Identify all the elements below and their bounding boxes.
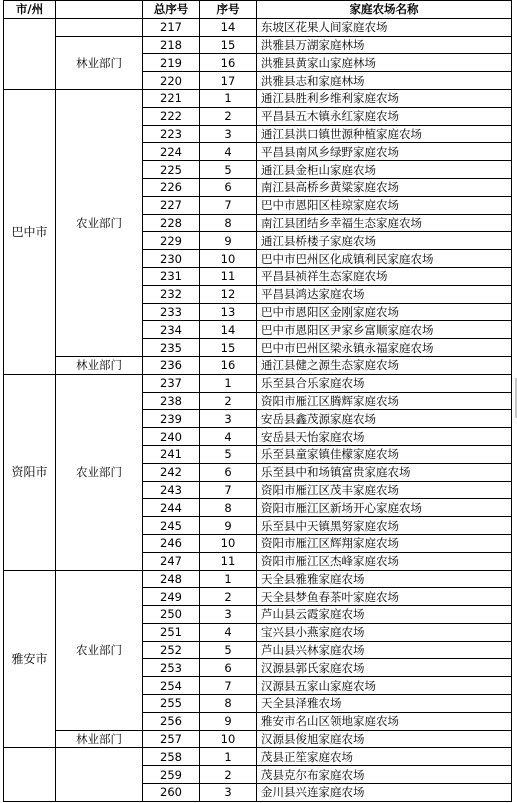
total-seq-cell: 218 — [143, 36, 200, 54]
seq-cell: 16 — [200, 54, 257, 72]
farm-name-cell: 洪雅县志和家庭林场 — [257, 72, 512, 90]
total-seq-cell: 227 — [143, 196, 200, 214]
dept-cell — [56, 18, 143, 36]
farm-name-cell: 平昌县南风乡绿野家庭农场 — [257, 143, 512, 161]
seq-cell: 8 — [200, 214, 257, 232]
farm-name-cell: 汉源县五家山家庭农场 — [257, 677, 512, 695]
farm-name-cell: 巴中市巴州区梁永镇永福家庭农场 — [257, 339, 512, 357]
total-seq-cell: 228 — [143, 214, 200, 232]
farm-name-cell: 通江县桥楼子家庭农场 — [257, 232, 512, 250]
seq-cell: 8 — [200, 499, 257, 517]
table-row — [4, 18, 512, 36]
total-seq-cell: 245 — [143, 517, 200, 535]
total-seq-cell: 257 — [143, 730, 200, 748]
city-cell: 雅安市 — [4, 570, 56, 748]
seq-cell: 16 — [200, 356, 257, 374]
farm-name-cell: 雅安市名山区领地家庭农场 — [257, 712, 512, 730]
total-seq-cell: 238 — [143, 392, 200, 410]
farm-name-cell: 安岳县鑫茂源家庭农场 — [257, 410, 512, 428]
total-seq-cell: 247 — [143, 552, 200, 570]
seq-cell: 2 — [200, 766, 257, 784]
header-total-seq: 总序号 — [143, 1, 200, 19]
seq-cell: 8 — [200, 695, 257, 713]
total-seq-cell: 246 — [143, 534, 200, 552]
farm-name-cell: 资阳市雁江区腾辉家庭农场 — [257, 392, 512, 410]
seq-cell: 17 — [200, 72, 257, 90]
total-seq-cell: 234 — [143, 321, 200, 339]
total-seq-cell: 222 — [143, 107, 200, 125]
seq-cell: 9 — [200, 712, 257, 730]
city-cell: 巴中市 — [4, 89, 56, 374]
total-seq-cell: 235 — [143, 339, 200, 357]
seq-cell: 4 — [200, 143, 257, 161]
farm-name-cell: 洪雅县万湖家庭林场 — [257, 36, 512, 54]
farm-table — [3, 0, 512, 802]
header-seq: 序号 — [200, 1, 257, 19]
seq-cell: 4 — [200, 428, 257, 446]
total-seq-cell: 229 — [143, 232, 200, 250]
seq-cell: 1 — [200, 374, 257, 392]
total-seq-cell: 233 — [143, 303, 200, 321]
seq-cell: 14 — [200, 18, 257, 36]
dept-cell — [56, 748, 143, 801]
farm-name-cell: 通江县金柜山家庭农场 — [257, 161, 512, 179]
seq-cell: 4 — [200, 623, 257, 641]
farm-name-cell: 茂县克尔布家庭农场 — [257, 766, 512, 784]
total-seq-cell: 255 — [143, 695, 200, 713]
seq-cell: 9 — [200, 232, 257, 250]
seq-cell: 3 — [200, 784, 257, 802]
table-row — [4, 36, 512, 54]
total-seq-cell: 244 — [143, 499, 200, 517]
dept-cell: 农业部门 — [56, 374, 143, 570]
farm-name-cell: 金川县兴连家庭农场 — [257, 784, 512, 802]
seq-cell: 3 — [200, 410, 257, 428]
total-seq-cell: 252 — [143, 641, 200, 659]
seq-cell: 6 — [200, 463, 257, 481]
total-seq-cell: 253 — [143, 659, 200, 677]
seq-cell: 1 — [200, 748, 257, 766]
farm-name-cell: 芦山县云霞家庭农场 — [257, 606, 512, 624]
farm-name-cell: 平昌县五木镇永红家庭农场 — [257, 107, 512, 125]
seq-cell: 11 — [200, 552, 257, 570]
total-seq-cell: 217 — [143, 18, 200, 36]
farm-name-cell: 汉源县俊旭家庭农场 — [257, 730, 512, 748]
total-seq-cell: 232 — [143, 285, 200, 303]
farm-name-cell: 资阳市雁江区新场开心家庭农场 — [257, 499, 512, 517]
farm-name-cell: 天全县梦鱼春茶叶家庭农场 — [257, 588, 512, 606]
total-seq-cell: 223 — [143, 125, 200, 143]
farm-name-cell: 洪雅县黄家山家庭林场 — [257, 54, 512, 72]
seq-cell: 13 — [200, 303, 257, 321]
total-seq-cell: 225 — [143, 161, 200, 179]
farm-name-cell: 安岳县天怡家庭农场 — [257, 428, 512, 446]
total-seq-cell: 260 — [143, 784, 200, 802]
farm-name-cell: 南江县高桥乡黄粱家庭农场 — [257, 178, 512, 196]
seq-cell: 5 — [200, 641, 257, 659]
header-farm-name: 家庭农场名称 — [257, 1, 512, 19]
farm-name-cell: 巴中市恩阳区桂琼家庭农场 — [257, 196, 512, 214]
seq-cell: 3 — [200, 606, 257, 624]
farm-name-cell: 天全县泽雅农场 — [257, 695, 512, 713]
table-header — [4, 1, 512, 19]
seq-cell: 14 — [200, 321, 257, 339]
city-cell — [4, 748, 56, 801]
total-seq-cell: 221 — [143, 89, 200, 107]
total-seq-cell: 259 — [143, 766, 200, 784]
farm-name-cell: 平昌县鸿达家庭农场 — [257, 285, 512, 303]
seq-cell: 3 — [200, 125, 257, 143]
total-seq-cell: 231 — [143, 267, 200, 285]
farm-name-cell: 资阳市雁江区辉翔家庭农场 — [257, 534, 512, 552]
header-row — [4, 1, 512, 19]
total-seq-cell: 248 — [143, 570, 200, 588]
seq-cell: 9 — [200, 517, 257, 535]
header-city: 市/州 — [4, 1, 56, 19]
total-seq-cell: 226 — [143, 178, 200, 196]
total-seq-cell: 220 — [143, 72, 200, 90]
total-seq-cell: 236 — [143, 356, 200, 374]
dept-cell: 林业部门 — [56, 36, 143, 89]
seq-cell: 10 — [200, 250, 257, 268]
city-cell — [4, 18, 56, 89]
farm-name-cell: 巴中市巴州区化成镇利民家庭农场 — [257, 250, 512, 268]
total-seq-cell: 251 — [143, 623, 200, 641]
farm-name-cell: 通江县健之源生态家庭农场 — [257, 356, 512, 374]
farm-name-cell: 东坡区花果人间家庭农场 — [257, 18, 512, 36]
seq-cell: 11 — [200, 267, 257, 285]
farm-name-cell: 巴中市恩阳区尹家乡富顺家庭农场 — [257, 321, 512, 339]
seq-cell: 7 — [200, 196, 257, 214]
farm-name-cell: 通江县胜利乡维利家庭农场 — [257, 89, 512, 107]
seq-cell: 12 — [200, 285, 257, 303]
seq-cell: 1 — [200, 570, 257, 588]
farm-name-cell: 资阳市雁江区茂丰家庭农场 — [257, 481, 512, 499]
table-row — [4, 374, 512, 392]
table-row — [4, 89, 512, 107]
farm-name-cell: 南江县团结乡幸福生态家庭农场 — [257, 214, 512, 232]
seq-cell: 2 — [200, 392, 257, 410]
table-row — [4, 748, 512, 766]
total-seq-cell: 239 — [143, 410, 200, 428]
total-seq-cell: 240 — [143, 428, 200, 446]
seq-cell: 7 — [200, 481, 257, 499]
total-seq-cell: 254 — [143, 677, 200, 695]
total-seq-cell: 243 — [143, 481, 200, 499]
dept-cell: 林业部门 — [56, 730, 143, 748]
seq-cell: 10 — [200, 534, 257, 552]
table-body — [4, 18, 512, 801]
total-seq-cell: 241 — [143, 445, 200, 463]
farm-name-cell: 通江县洪口镇世源种植家庭农场 — [257, 125, 512, 143]
total-seq-cell: 219 — [143, 54, 200, 72]
farm-name-cell: 资阳市雁江区杰峰家庭农场 — [257, 552, 512, 570]
seq-cell: 5 — [200, 161, 257, 179]
total-seq-cell: 256 — [143, 712, 200, 730]
dept-cell: 农业部门 — [56, 89, 143, 356]
seq-cell: 6 — [200, 659, 257, 677]
farm-name-cell: 茂县正笙家庭农场 — [257, 748, 512, 766]
farm-name-cell: 乐至县童家镇佳檬家庭农场 — [257, 445, 512, 463]
total-seq-cell: 230 — [143, 250, 200, 268]
seq-cell: 1 — [200, 89, 257, 107]
seq-cell: 2 — [200, 107, 257, 125]
city-cell: 资阳市 — [4, 374, 56, 570]
dept-cell: 农业部门 — [56, 570, 143, 730]
seq-cell: 6 — [200, 178, 257, 196]
farm-name-cell: 巴中市恩阳区金刚家庭农场 — [257, 303, 512, 321]
total-seq-cell: 242 — [143, 463, 200, 481]
total-seq-cell: 250 — [143, 606, 200, 624]
farm-name-cell: 天全县雅雅家庭农场 — [257, 570, 512, 588]
total-seq-cell: 224 — [143, 143, 200, 161]
total-seq-cell: 237 — [143, 374, 200, 392]
farm-name-cell: 乐至县中和场镇富贵家庭农场 — [257, 463, 512, 481]
seq-cell: 7 — [200, 677, 257, 695]
total-seq-cell: 258 — [143, 748, 200, 766]
seq-cell: 15 — [200, 36, 257, 54]
farm-name-cell: 平昌县祯祥生态家庭农场 — [257, 267, 512, 285]
header-dept — [56, 1, 143, 19]
table-row — [4, 356, 512, 374]
farm-name-cell: 汉源县郭氏家庭农场 — [257, 659, 512, 677]
farm-name-cell: 乐至县合乐家庭农场 — [257, 374, 512, 392]
seq-cell: 2 — [200, 588, 257, 606]
dept-cell: 林业部门 — [56, 356, 143, 374]
seq-cell: 10 — [200, 730, 257, 748]
seq-cell: 15 — [200, 339, 257, 357]
table-row — [4, 730, 512, 748]
farm-name-cell: 乐至县中天镇黑努家庭农场 — [257, 517, 512, 535]
table-row — [4, 570, 512, 588]
total-seq-cell: 249 — [143, 588, 200, 606]
farm-name-cell: 芦山县兴林家庭农场 — [257, 641, 512, 659]
seq-cell: 5 — [200, 445, 257, 463]
farm-name-cell: 宝兴县小燕家庭农场 — [257, 623, 512, 641]
